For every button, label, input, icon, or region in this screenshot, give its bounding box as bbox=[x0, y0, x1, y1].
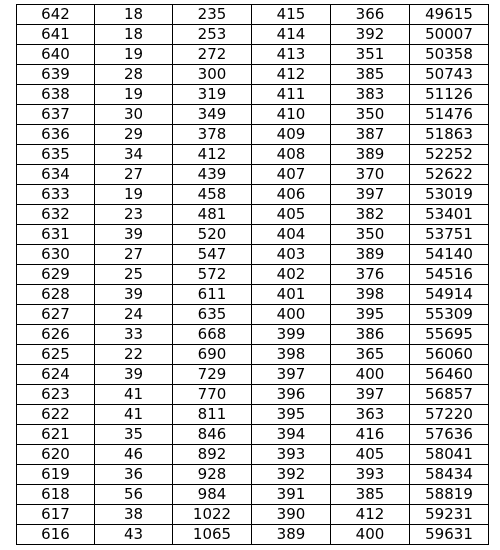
table-cell: 363 bbox=[331, 405, 410, 425]
table-cell: 620 bbox=[17, 445, 95, 465]
table-cell: 625 bbox=[17, 345, 95, 365]
table-cell: 928 bbox=[173, 465, 252, 485]
table-cell: 56857 bbox=[410, 385, 489, 405]
table-cell: 631 bbox=[17, 225, 95, 245]
table-cell: 51863 bbox=[410, 125, 489, 145]
table-cell: 635 bbox=[173, 305, 252, 325]
table-cell: 29 bbox=[95, 125, 173, 145]
table-cell: 639 bbox=[17, 65, 95, 85]
table-cell: 382 bbox=[331, 205, 410, 225]
table-cell: 394 bbox=[252, 425, 331, 445]
table-cell: 383 bbox=[331, 85, 410, 105]
table-row bbox=[17, 445, 489, 465]
table-cell: 619 bbox=[17, 465, 95, 485]
table-cell: 634 bbox=[17, 165, 95, 185]
table-cell: 846 bbox=[173, 425, 252, 445]
table-cell: 50358 bbox=[410, 45, 489, 65]
table-cell: 59631 bbox=[410, 525, 489, 545]
table-row bbox=[17, 225, 489, 245]
table-cell: 629 bbox=[17, 265, 95, 285]
table-cell: 668 bbox=[173, 325, 252, 345]
table-cell: 892 bbox=[173, 445, 252, 465]
table-cell: 59231 bbox=[410, 505, 489, 525]
table-cell: 385 bbox=[331, 485, 410, 505]
table-row bbox=[17, 305, 489, 325]
table-row bbox=[17, 145, 489, 165]
table-cell: 52622 bbox=[410, 165, 489, 185]
table-cell: 56060 bbox=[410, 345, 489, 365]
table-cell: 58819 bbox=[410, 485, 489, 505]
table-row bbox=[17, 505, 489, 525]
table-cell: 22 bbox=[95, 345, 173, 365]
table-row bbox=[17, 265, 489, 285]
table-cell: 396 bbox=[252, 385, 331, 405]
table-cell: 50743 bbox=[410, 65, 489, 85]
table-row bbox=[17, 285, 489, 305]
table-cell: 392 bbox=[331, 25, 410, 45]
table-cell: 19 bbox=[95, 45, 173, 65]
table-cell: 400 bbox=[331, 365, 410, 385]
table-cell: 23 bbox=[95, 205, 173, 225]
table-cell: 636 bbox=[17, 125, 95, 145]
table-cell: 611 bbox=[173, 285, 252, 305]
table-cell: 387 bbox=[331, 125, 410, 145]
table-cell: 403 bbox=[252, 245, 331, 265]
table-cell: 253 bbox=[173, 25, 252, 45]
table-cell: 54140 bbox=[410, 245, 489, 265]
table-cell: 406 bbox=[252, 185, 331, 205]
table-cell: 481 bbox=[173, 205, 252, 225]
table-cell: 35 bbox=[95, 425, 173, 445]
table-cell: 53401 bbox=[410, 205, 489, 225]
table-cell: 319 bbox=[173, 85, 252, 105]
table-cell: 410 bbox=[252, 105, 331, 125]
table-row bbox=[17, 525, 489, 545]
table-cell: 389 bbox=[252, 525, 331, 545]
table-cell: 390 bbox=[252, 505, 331, 525]
table-cell: 411 bbox=[252, 85, 331, 105]
table-cell: 393 bbox=[252, 445, 331, 465]
table-cell: 46 bbox=[95, 445, 173, 465]
table-cell: 416 bbox=[331, 425, 410, 445]
table-cell: 55695 bbox=[410, 325, 489, 345]
table-cell: 405 bbox=[331, 445, 410, 465]
table-cell: 57220 bbox=[410, 405, 489, 425]
table-cell: 56460 bbox=[410, 365, 489, 385]
table-cell: 413 bbox=[252, 45, 331, 65]
table-cell: 53751 bbox=[410, 225, 489, 245]
table-cell: 53019 bbox=[410, 185, 489, 205]
table-cell: 642 bbox=[17, 5, 95, 25]
table-cell: 55309 bbox=[410, 305, 489, 325]
table-cell: 56 bbox=[95, 485, 173, 505]
table-cell: 39 bbox=[95, 365, 173, 385]
table-cell: 635 bbox=[17, 145, 95, 165]
table-row bbox=[17, 205, 489, 225]
table-row bbox=[17, 45, 489, 65]
table-cell: 365 bbox=[331, 345, 410, 365]
table-cell: 638 bbox=[17, 85, 95, 105]
table-cell: 38 bbox=[95, 505, 173, 525]
table-cell: 458 bbox=[173, 185, 252, 205]
table-cell: 395 bbox=[331, 305, 410, 325]
table-cell: 640 bbox=[17, 45, 95, 65]
table-cell: 623 bbox=[17, 385, 95, 405]
table-cell: 386 bbox=[331, 325, 410, 345]
table-cell: 401 bbox=[252, 285, 331, 305]
table-cell: 405 bbox=[252, 205, 331, 225]
table-row bbox=[17, 105, 489, 125]
table-cell: 50007 bbox=[410, 25, 489, 45]
table-row bbox=[17, 65, 489, 85]
table-cell: 58041 bbox=[410, 445, 489, 465]
table-row bbox=[17, 25, 489, 45]
table-cell: 376 bbox=[331, 265, 410, 285]
table-cell: 409 bbox=[252, 125, 331, 145]
table-cell: 34 bbox=[95, 145, 173, 165]
table-cell: 632 bbox=[17, 205, 95, 225]
table-cell: 389 bbox=[331, 145, 410, 165]
table-cell: 58434 bbox=[410, 465, 489, 485]
table-cell: 52252 bbox=[410, 145, 489, 165]
table-cell: 51126 bbox=[410, 85, 489, 105]
table-row bbox=[17, 85, 489, 105]
table-cell: 18 bbox=[95, 5, 173, 25]
table-cell: 439 bbox=[173, 165, 252, 185]
table-cell: 41 bbox=[95, 405, 173, 425]
table-cell: 628 bbox=[17, 285, 95, 305]
table-cell: 400 bbox=[252, 305, 331, 325]
table-cell: 395 bbox=[252, 405, 331, 425]
table-cell: 36 bbox=[95, 465, 173, 485]
table-cell: 33 bbox=[95, 325, 173, 345]
table-cell: 412 bbox=[331, 505, 410, 525]
table-cell: 57636 bbox=[410, 425, 489, 445]
table-cell: 370 bbox=[331, 165, 410, 185]
table-cell: 572 bbox=[173, 265, 252, 285]
table-row bbox=[17, 365, 489, 385]
table-cell: 398 bbox=[331, 285, 410, 305]
table-cell: 404 bbox=[252, 225, 331, 245]
table-cell: 350 bbox=[331, 105, 410, 125]
table-cell: 984 bbox=[173, 485, 252, 505]
table-cell: 399 bbox=[252, 325, 331, 345]
table-cell: 19 bbox=[95, 185, 173, 205]
table-cell: 398 bbox=[252, 345, 331, 365]
table-cell: 690 bbox=[173, 345, 252, 365]
table-cell: 624 bbox=[17, 365, 95, 385]
table-cell: 414 bbox=[252, 25, 331, 45]
table-cell: 351 bbox=[331, 45, 410, 65]
table-cell: 729 bbox=[173, 365, 252, 385]
data-table bbox=[16, 4, 489, 545]
table-row bbox=[17, 125, 489, 145]
table-cell: 400 bbox=[331, 525, 410, 545]
table-cell: 19 bbox=[95, 85, 173, 105]
table-cell: 272 bbox=[173, 45, 252, 65]
table-cell: 39 bbox=[95, 225, 173, 245]
table-body bbox=[17, 5, 489, 545]
table-cell: 389 bbox=[331, 245, 410, 265]
table-cell: 547 bbox=[173, 245, 252, 265]
table-cell: 616 bbox=[17, 525, 95, 545]
table-row bbox=[17, 5, 489, 25]
table-cell: 627 bbox=[17, 305, 95, 325]
table-cell: 392 bbox=[252, 465, 331, 485]
table-cell: 393 bbox=[331, 465, 410, 485]
table-row bbox=[17, 405, 489, 425]
table-cell: 391 bbox=[252, 485, 331, 505]
table-cell: 1022 bbox=[173, 505, 252, 525]
table-row bbox=[17, 325, 489, 345]
table-row bbox=[17, 185, 489, 205]
table-cell: 397 bbox=[331, 385, 410, 405]
table-cell: 633 bbox=[17, 185, 95, 205]
table-cell: 626 bbox=[17, 325, 95, 345]
table-cell: 621 bbox=[17, 425, 95, 445]
table-cell: 415 bbox=[252, 5, 331, 25]
table-cell: 407 bbox=[252, 165, 331, 185]
table-cell: 397 bbox=[252, 365, 331, 385]
table-cell: 27 bbox=[95, 245, 173, 265]
table-cell: 25 bbox=[95, 265, 173, 285]
table-cell: 412 bbox=[252, 65, 331, 85]
table-cell: 385 bbox=[331, 65, 410, 85]
table-cell: 637 bbox=[17, 105, 95, 125]
table-cell: 617 bbox=[17, 505, 95, 525]
table-cell: 811 bbox=[173, 405, 252, 425]
table-row bbox=[17, 485, 489, 505]
table-cell: 30 bbox=[95, 105, 173, 125]
table-cell: 408 bbox=[252, 145, 331, 165]
table-cell: 51476 bbox=[410, 105, 489, 125]
table-cell: 350 bbox=[331, 225, 410, 245]
table-cell: 412 bbox=[173, 145, 252, 165]
table-cell: 300 bbox=[173, 65, 252, 85]
table-cell: 622 bbox=[17, 405, 95, 425]
table-cell: 27 bbox=[95, 165, 173, 185]
table-cell: 1065 bbox=[173, 525, 252, 545]
table-cell: 18 bbox=[95, 25, 173, 45]
table-cell: 43 bbox=[95, 525, 173, 545]
table-row bbox=[17, 165, 489, 185]
table-cell: 641 bbox=[17, 25, 95, 45]
table-row bbox=[17, 245, 489, 265]
table-cell: 24 bbox=[95, 305, 173, 325]
table-cell: 54914 bbox=[410, 285, 489, 305]
table-cell: 349 bbox=[173, 105, 252, 125]
table-row bbox=[17, 385, 489, 405]
table-cell: 54516 bbox=[410, 265, 489, 285]
table-cell: 630 bbox=[17, 245, 95, 265]
table-cell: 39 bbox=[95, 285, 173, 305]
table-cell: 402 bbox=[252, 265, 331, 285]
table-cell: 618 bbox=[17, 485, 95, 505]
table-cell: 770 bbox=[173, 385, 252, 405]
table-row bbox=[17, 425, 489, 445]
table-cell: 235 bbox=[173, 5, 252, 25]
table-row bbox=[17, 345, 489, 365]
table-cell: 49615 bbox=[410, 5, 489, 25]
table-cell: 520 bbox=[173, 225, 252, 245]
table-cell: 41 bbox=[95, 385, 173, 405]
table-cell: 397 bbox=[331, 185, 410, 205]
table-row bbox=[17, 465, 489, 485]
table-cell: 366 bbox=[331, 5, 410, 25]
table-cell: 378 bbox=[173, 125, 252, 145]
table-cell: 28 bbox=[95, 65, 173, 85]
